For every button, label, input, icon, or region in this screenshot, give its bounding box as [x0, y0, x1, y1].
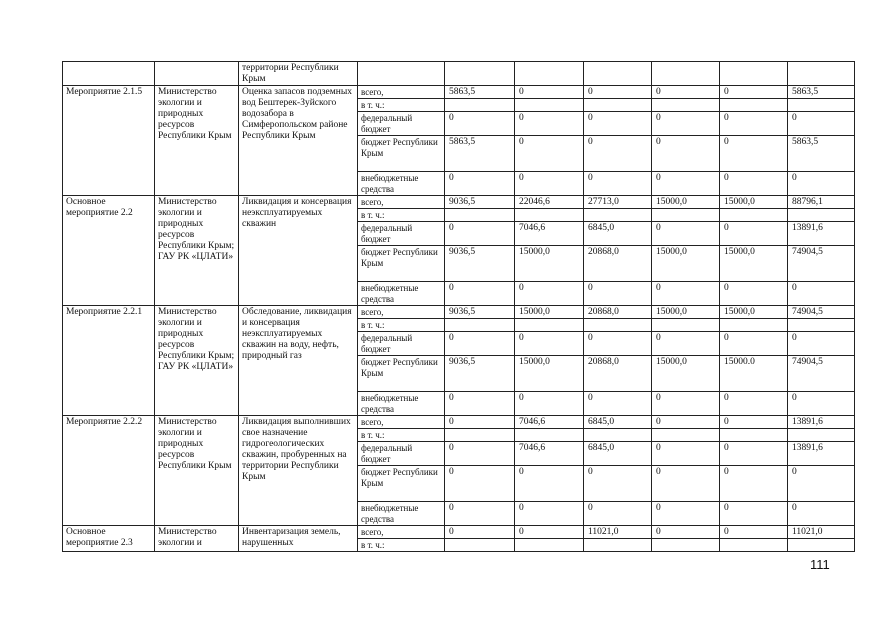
value-cell: 0 — [652, 466, 720, 502]
value-cell: 15000,0 — [652, 306, 720, 319]
value-cell: 13891,6 — [788, 442, 855, 466]
value-cell: 9036,5 — [445, 246, 515, 282]
table-row — [63, 196, 855, 209]
value-cell: 20868,0 — [584, 356, 652, 392]
value-cell: 15000,0 — [652, 356, 720, 392]
value-cell: 0 — [515, 112, 584, 136]
value-cell: 6845,0 — [584, 222, 652, 246]
value-cell: 9036,5 — [445, 196, 515, 209]
category-cell: внебюджетные средства — [358, 502, 445, 526]
value-cell: 0 — [720, 442, 788, 466]
value-cell: 0 — [445, 392, 515, 416]
value-cell: 5863,5 — [788, 86, 855, 99]
value-cell: 0 — [584, 86, 652, 99]
value-cell: 0 — [720, 392, 788, 416]
value-cell: 0 — [445, 172, 515, 196]
value-cell: 0 — [720, 502, 788, 526]
value-cell: 0 — [445, 282, 515, 306]
empty-cell — [584, 62, 652, 86]
value-cell — [584, 429, 652, 442]
value-cell: 0 — [652, 502, 720, 526]
value-cell: 15000,0 — [515, 356, 584, 392]
value-cell — [515, 539, 584, 552]
budget-table — [62, 61, 855, 552]
value-cell: 0 — [652, 392, 720, 416]
value-cell: 0 — [652, 442, 720, 466]
executor-cell: Министерство экологии и природных ресурсов Республики Крым; ГАУ РК «ЦЛАТИ» — [155, 196, 239, 306]
value-cell: 0 — [788, 392, 855, 416]
value-cell: 0 — [515, 136, 584, 172]
category-cell: в т. ч.: — [358, 429, 445, 442]
category-cell: федеральный бюджет — [358, 442, 445, 466]
value-cell: 0 — [652, 222, 720, 246]
value-cell: 0 — [652, 112, 720, 136]
value-cell: 15000,0 — [720, 196, 788, 209]
value-cell: 0 — [720, 112, 788, 136]
value-cell — [445, 209, 515, 222]
value-cell — [652, 99, 720, 112]
value-cell: 11021,0 — [788, 526, 855, 539]
table-row — [63, 526, 855, 539]
empty-cell — [720, 62, 788, 86]
value-cell: 0 — [445, 222, 515, 246]
value-cell: 6845,0 — [584, 416, 652, 429]
category-cell: в т. ч.: — [358, 99, 445, 112]
value-cell — [788, 99, 855, 112]
value-cell: 0 — [652, 172, 720, 196]
activity-name-cell: Основное мероприятие 2.2 — [63, 196, 155, 306]
value-cell — [652, 209, 720, 222]
value-cell: 7046,6 — [515, 416, 584, 429]
budget-table-body — [63, 62, 855, 552]
value-cell — [652, 319, 720, 332]
value-cell: 20868,0 — [584, 306, 652, 319]
value-cell: 22046,6 — [515, 196, 584, 209]
value-cell: 0 — [515, 332, 584, 356]
activity-name-cell: Основное мероприятие 2.3 — [63, 526, 155, 552]
category-cell: всего, — [358, 306, 445, 319]
table-row — [63, 62, 855, 86]
category-cell: федеральный бюджет — [358, 332, 445, 356]
value-cell: 9036,5 — [445, 356, 515, 392]
value-cell: 0 — [445, 502, 515, 526]
value-cell: 74904,5 — [788, 306, 855, 319]
category-cell: внебюджетные средства — [358, 392, 445, 416]
value-cell: 11021,0 — [584, 526, 652, 539]
executor-cell: Министерство экологии и природных ресурсов Республики Крым; ГАУ РК «ЦЛАТИ» — [155, 306, 239, 416]
value-cell: 0 — [788, 332, 855, 356]
activity-name-cell — [63, 62, 155, 86]
value-cell: 88796,1 — [788, 196, 855, 209]
description-cell: территории Республики Крым — [239, 62, 358, 86]
value-cell: 0 — [720, 282, 788, 306]
description-cell: Ликвидация выполнивших свое назначение гидрогеологических скважин, пробуренных на территории Республики Крым — [239, 416, 358, 526]
value-cell: 0 — [652, 86, 720, 99]
value-cell: 0 — [515, 86, 584, 99]
value-cell — [788, 539, 855, 552]
page-number: 111 — [810, 557, 830, 572]
value-cell — [584, 319, 652, 332]
activity-name-cell: Мероприятие 2.2.1 — [63, 306, 155, 416]
value-cell: 0 — [584, 332, 652, 356]
category-cell: всего, — [358, 526, 445, 539]
value-cell: 5863,5 — [445, 136, 515, 172]
category-cell: внебюджетные средства — [358, 282, 445, 306]
empty-cell — [652, 62, 720, 86]
value-cell — [788, 429, 855, 442]
value-cell: 0 — [788, 282, 855, 306]
value-cell: 0 — [515, 392, 584, 416]
value-cell: 0 — [445, 442, 515, 466]
value-cell — [584, 99, 652, 112]
value-cell: 0 — [445, 332, 515, 356]
value-cell — [720, 209, 788, 222]
value-cell: 5863,5 — [445, 86, 515, 99]
executor-cell: Министерство экологии и — [155, 526, 239, 552]
value-cell: 0 — [720, 136, 788, 172]
table-row — [63, 306, 855, 319]
value-cell: 0 — [584, 466, 652, 502]
category-cell: бюджет Республики Крым — [358, 356, 445, 392]
value-cell: 0 — [584, 172, 652, 196]
category-cell: бюджет Республики Крым — [358, 466, 445, 502]
value-cell — [515, 99, 584, 112]
value-cell — [720, 539, 788, 552]
value-cell: 0 — [720, 222, 788, 246]
value-cell: 0 — [720, 526, 788, 539]
category-cell: в т. ч.: — [358, 539, 445, 552]
executor-cell: Министерство экологии и природных ресурсов Республики Крым — [155, 416, 239, 526]
value-cell: 0 — [515, 466, 584, 502]
value-cell: 0 — [445, 526, 515, 539]
value-cell: 15000,0 — [515, 306, 584, 319]
value-cell: 0 — [720, 466, 788, 502]
value-cell — [445, 539, 515, 552]
value-cell: 15000,0 — [720, 306, 788, 319]
value-cell — [788, 209, 855, 222]
value-cell: 15000,0 — [652, 246, 720, 282]
activity-name-cell: Мероприятие 2.2.2 — [63, 416, 155, 526]
value-cell: 0 — [584, 502, 652, 526]
value-cell: 0 — [788, 466, 855, 502]
value-cell: 15000,0 — [652, 196, 720, 209]
category-cell: всего, — [358, 86, 445, 99]
value-cell: 7046,6 — [515, 442, 584, 466]
value-cell: 0 — [720, 172, 788, 196]
description-cell: Ликвидация и консервация неэксплуатируемых скважин — [239, 196, 358, 306]
value-cell — [584, 209, 652, 222]
value-cell: 13891,6 — [788, 416, 855, 429]
category-cell: в т. ч.: — [358, 209, 445, 222]
description-cell: Обследование, ликвидация и консервация неэксплуатируемых скважин на воду, нефть, природный газ — [239, 306, 358, 416]
value-cell — [515, 209, 584, 222]
value-cell: 13891,6 — [788, 222, 855, 246]
table-row — [63, 416, 855, 429]
value-cell: 74904,5 — [788, 356, 855, 392]
value-cell: 0 — [720, 86, 788, 99]
value-cell: 0 — [515, 502, 584, 526]
value-cell: 0 — [652, 526, 720, 539]
value-cell — [788, 319, 855, 332]
value-cell — [720, 429, 788, 442]
value-cell: 15000.0 — [720, 356, 788, 392]
value-cell: 0 — [515, 282, 584, 306]
value-cell — [445, 99, 515, 112]
value-cell: 0 — [584, 392, 652, 416]
empty-cell — [445, 62, 515, 86]
value-cell: 0 — [445, 466, 515, 502]
value-cell — [652, 429, 720, 442]
value-cell: 9036,5 — [445, 306, 515, 319]
value-cell: 0 — [515, 526, 584, 539]
empty-cell — [515, 62, 584, 86]
value-cell — [720, 99, 788, 112]
value-cell: 0 — [584, 136, 652, 172]
value-cell: 0 — [445, 112, 515, 136]
value-cell: 0 — [652, 282, 720, 306]
value-cell: 0 — [720, 332, 788, 356]
category-cell: всего, — [358, 196, 445, 209]
value-cell: 0 — [652, 416, 720, 429]
table-row — [63, 86, 855, 99]
value-cell: 5863,5 — [788, 136, 855, 172]
budget-table-page — [62, 61, 855, 552]
empty-cell — [358, 62, 445, 86]
value-cell — [720, 319, 788, 332]
description-cell: Инвентаризация земель, нарушенных — [239, 526, 358, 552]
empty-cell — [788, 62, 855, 86]
value-cell: 0 — [652, 136, 720, 172]
value-cell: 74904,5 — [788, 246, 855, 282]
value-cell — [515, 429, 584, 442]
value-cell: 7046,6 — [515, 222, 584, 246]
category-cell: бюджет Республики Крым — [358, 136, 445, 172]
value-cell: 0 — [788, 502, 855, 526]
activity-name-cell: Мероприятие 2.1.5 — [63, 86, 155, 196]
value-cell: 0 — [720, 416, 788, 429]
category-cell: в т. ч.: — [358, 319, 445, 332]
value-cell — [652, 539, 720, 552]
value-cell: 0 — [515, 172, 584, 196]
value-cell — [515, 319, 584, 332]
value-cell: 0 — [584, 112, 652, 136]
value-cell: 27713,0 — [584, 196, 652, 209]
value-cell: 0 — [788, 112, 855, 136]
category-cell: бюджет Республики Крым — [358, 246, 445, 282]
value-cell — [445, 429, 515, 442]
value-cell — [445, 319, 515, 332]
value-cell: 6845,0 — [584, 442, 652, 466]
executor-cell — [155, 62, 239, 86]
value-cell — [584, 539, 652, 552]
value-cell: 0 — [652, 332, 720, 356]
value-cell: 0 — [584, 282, 652, 306]
value-cell: 0 — [788, 172, 855, 196]
category-cell: федеральный бюджет — [358, 112, 445, 136]
value-cell: 20868,0 — [584, 246, 652, 282]
value-cell: 15000,0 — [515, 246, 584, 282]
value-cell: 15000,0 — [720, 246, 788, 282]
category-cell: внебюджетные средства — [358, 172, 445, 196]
description-cell: Оценка запасов подземных вод Бештерек-Зуйского водозабора в Симферопольском районе Республики Крым — [239, 86, 358, 196]
category-cell: федеральный бюджет — [358, 222, 445, 246]
category-cell: всего, — [358, 416, 445, 429]
executor-cell: Министерство экологии и природных ресурсов Республики Крым — [155, 86, 239, 196]
value-cell: 0 — [445, 416, 515, 429]
